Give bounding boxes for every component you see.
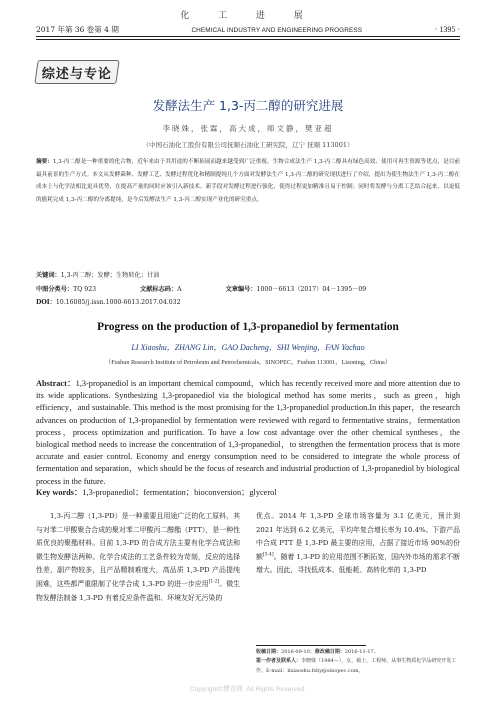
body-left-text-1: 1,3-丙二醇（1,3-PD）是一种重要且用途广泛的化工原料，其与对苯二甲酸聚合合成的聚对苯二甲酸丙二醇酯（PTT），是一种性质优良的聚酯材料。目前 1,3-PD 的合成方法主要有化学合成法和微生物发酵法两种。化学合成法的工艺条件较为苛刻，反应的选择性差，副产物较多，且产品精制难度大，高品质 1,3-PD 产品提纯困难，这些都严重限制了化学合成 1,3-PD 的进一步应用 — [36, 512, 240, 588]
clc-value: TQ 923 — [73, 286, 97, 293]
body-column-left — [36, 510, 240, 605]
received-label: 收稿日期： — [256, 649, 282, 655]
keywords-cn-text: 1,3-丙二醇；发酵；生物转化；甘油 — [60, 272, 160, 279]
abstract-cn-text: 1,3-丙二醇是一种重要的化合物，近年来由于其用途的不断拓展而越来越受到广泛重视。生物合成法生产 1,3-丙二醇具有绿色高效、使用可再生资源等优点，是目前最具前景的生产方式。本文从发酵菌种、发酵工艺、发酵过程优化和精制提纯几个方面对发酵法生产 1,3-丙二醇的研究现状进行了介绍，提出为使生物法生产 1,3-丙二醇在成本上与化学法相比更具优势，在提高产量的同时应该引入新技术、新手段对发酵过程进行强化，使得过程更加精准且易于控制；同时将发酵与分离工艺结合起来，以更低的能耗完成 1,3-丙二醇的分离提纯，是今后发酵法生产 1,3-丙二醇实现产业化的研究重点。 — [36, 159, 460, 203]
abstract-cn — [36, 156, 460, 206]
author-list: 李晓姝，张霖，高大成，师文静，樊亚超 — [162, 124, 334, 133]
keywords-en-text: 1,3-propanediol；fermentation；bioconversion；glycerol — [82, 488, 277, 497]
doc-code-value: A — [177, 286, 182, 293]
column-tag-label: 综述与专论 — [41, 66, 112, 82]
header-rule-thin — [36, 39, 460, 40]
body-right-text-2: 。随着 1,3-PD 的应用范围不断拓宽，国内外市场的需求不断增大。因此，寻找低成本、低能耗、高转化率的 1,3-PD — [256, 552, 461, 575]
clc-label: 中图分类号： — [36, 286, 74, 293]
running-header — [36, 24, 460, 35]
footnote — [256, 648, 460, 676]
author-info: 李晓姝（1984—），女，硕士，工程师，从事生物质化学品研究开发工作。E-mail：lixiaoshu.fshy@sinopec.com。 — [256, 658, 457, 674]
journal-english-name: CHEMICAL INDUSTRY AND ENGINEERING PROGRESS — [191, 27, 363, 34]
abstract-en-text: 1,3-propanediol is an important chemical compound，which has recently received more and more attention due to its wide applications. Synthesizing 1,3-propanediol via the biological method has some merits，such as green，high efficiency，and sustainable. This method is the most promising for the 1,3-propanediol production.In this paper，the research advances on production of 1,3-propanediol by fermentation were reviewed with regard to fermentative strains，fermentation process，process optimization and purification. To have a low cost advantage over the other chemical syntheses，the biological method needs to increase the concentration of 1,3-propanediol，to strengthen the fermentation process that is more accurate and easier control. Economy and energy consumption need to be considered to integrate the whole process of fermentation and separation，which should be the focus of research and industrial production of 1,3-propanediol by biological process in the future. — [36, 379, 460, 486]
article-no-label: 文章编号： — [225, 286, 257, 293]
column-tag — [34, 60, 119, 84]
article-no-value: 1000－6613（2017）04－1395－09 — [256, 286, 367, 293]
citation-ref[interactable]: [1-2] — [208, 579, 220, 585]
footnote-rule — [256, 645, 366, 646]
revised-date: 2016-11-17。 — [344, 649, 379, 655]
page-number: · 1395 · — [434, 25, 460, 34]
body-right-text-1: 优点。2014 年 1,3-PD 全球市场容量为 3.1 亿美元，预计到 2021 年达到 6.2 亿美元，平均年复合增长率为 10.4%。下游产品中合成 PTT 是 1,3-PD 最主要的应用，占据了接近市场 90%的份额 — [256, 512, 460, 561]
page-title: 发酵法生产 1,3-丙二醇的研究进展 — [152, 98, 344, 113]
abstract-cn-label: 摘要： — [36, 159, 53, 165]
classification-line — [36, 284, 366, 293]
doc-code-label: 文献标志码： — [140, 286, 178, 293]
keywords-cn-label: 关键词： — [36, 272, 61, 279]
abstract-en: Abstract：1,3-propanediol is an important chemical compound，which has recently received more and more attention due to its wide applications. Synthesizing 1,3-propanediol via the biological method has some merits，such as green，high efficiency，and sustainable. This method is the most promising for the 1,3-propanediol production.In this paper，the research advances on production of 1,3-propanediol by fermentation were reviewed with regard to fermentative strains，fermentation process，process optimization and purification. To have a low cost advantage over the other chemical syntheses，the biological method needs to increase the concentration of 1,3-propanediol，to strengthen the fermentation process that is more accurate and easier control. Economy and energy consumption need to be considered to integrate the whole process of fermentation and separation，which should be the focus of research and industrial production of 1,3-propanediol by biological process in the future. — [36, 379, 460, 486]
journal-name: 化 工 进 展 — [180, 11, 316, 21]
copyright-notice: Copyright©博看网. All Rights Reserved. — [189, 686, 307, 693]
doi-value[interactable]: 10.16085/j.issn.1000-6613.2017.04.032 — [55, 299, 181, 306]
keywords-cn — [36, 270, 159, 279]
author-info-label: 第一作者及联系人： — [256, 658, 302, 665]
keywords-en: Key words：1,3-propanediol；fermentation；bioconversion；glycerol — [36, 488, 277, 497]
english-affiliation: （Fushun Research Institute of Petroleum and Petrochemicals，SINOPEC，Fushun 113001，Liaoning，China） — [105, 359, 391, 366]
keywords-en-label: Key words — [36, 488, 75, 497]
affiliation: （中国石油化工股份有限公司抚顺石油化工研究院，辽宁 抚顺 113001） — [142, 141, 354, 149]
english-author-list: LI Xiaoshu，ZHANG Lin，GAO Dacheng，SHI Wenjing，FAN Yachao — [131, 343, 365, 352]
body-column-right — [256, 510, 460, 578]
header-rule-thick — [36, 36, 460, 37]
doi-line — [36, 297, 181, 306]
issue-info: 2017 年第 36 卷第 4 期 — [36, 25, 119, 34]
abstract-en-label: Abstract — [36, 379, 67, 388]
english-title: Progress on the production of 1,3-propanediol by fermentation — [97, 321, 399, 333]
citation-ref[interactable]: [3-4] — [262, 552, 274, 558]
revised-label: 修改稿日期： — [314, 649, 345, 655]
doi-label: DOI： — [36, 299, 56, 306]
body-left-text-2: 。微生物发酵法制备 1,3-PD 有着反应条件温和、环境友好无污染的 — [36, 579, 241, 602]
received-date: 2016-09-10； — [281, 649, 315, 655]
